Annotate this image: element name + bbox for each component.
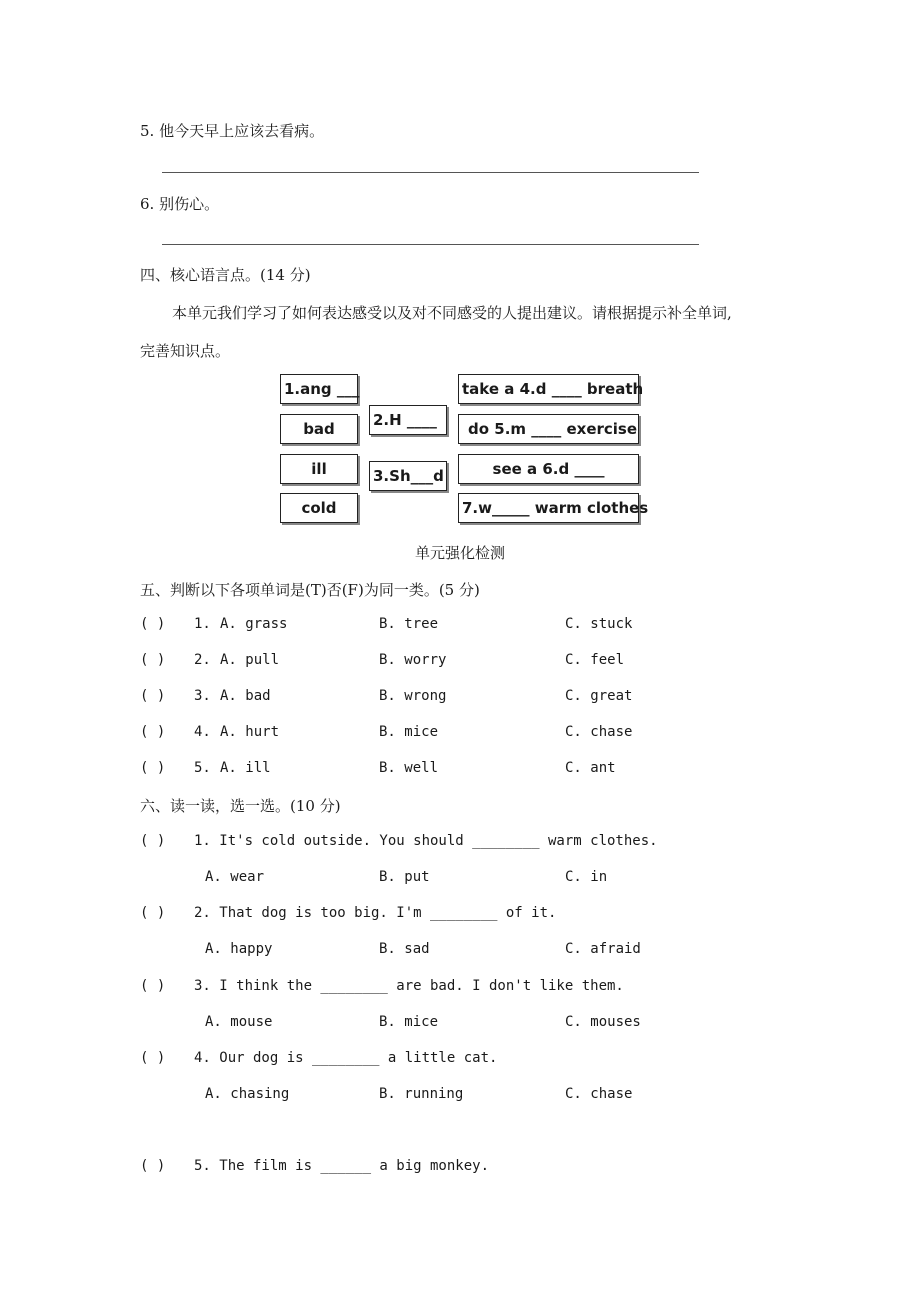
question-stem: 4. Our dog is ________ a little cat.	[194, 1050, 498, 1066]
option-b: B. wrong	[379, 688, 447, 704]
question-stem: 3. I think the ________ are bad. I don't like them.	[194, 978, 624, 994]
answer-paren[interactable]: ( )	[140, 760, 166, 776]
option-c: C. stuck	[565, 616, 633, 632]
section-4-intro: 本单元我们学习了如何表达感受以及对不同感受的人提出建议。请根据提示补全单词,	[172, 304, 732, 322]
option-a: A. wear	[205, 869, 265, 885]
option-c: C. afraid	[565, 941, 641, 957]
box-should: 3.Sh___d	[369, 461, 447, 491]
translation-question-6: 6. 别伤心。	[140, 195, 220, 213]
option-c: C. chase	[565, 724, 633, 740]
box-ill: ill	[280, 454, 358, 484]
answer-paren[interactable]: ( )	[140, 724, 166, 740]
question-stem: 5. The film is ______ a big monkey.	[194, 1158, 490, 1174]
box-see-doctor: see a 6.d ____	[458, 454, 639, 484]
option-b: B. put	[379, 869, 430, 885]
option-b: B. mice	[379, 1014, 439, 1030]
box-cold: cold	[280, 493, 358, 523]
answer-paren[interactable]: ( )	[140, 905, 166, 921]
box-more-exercise: do 5.m ____ exercise	[458, 414, 639, 444]
section-5-title: 五、判断以下各项单词是(T)否(F)为同一类。(5 分)	[140, 581, 480, 599]
question-stem: 1. It's cold outside. You should ________ warm clothes.	[194, 833, 658, 849]
section-4-intro-cont: 完善知识点。	[140, 342, 231, 360]
option-c: C. feel	[565, 652, 625, 668]
answer-paren[interactable]: ( )	[140, 616, 166, 632]
option-c: C. mouses	[565, 1014, 641, 1030]
section-6-title: 六、读一读，选一选。(10 分)	[140, 797, 341, 815]
option-a: A. pull	[220, 652, 280, 668]
answer-paren[interactable]: ( )	[140, 652, 166, 668]
box-deep-breath: take a 4.d ____ breath	[458, 374, 639, 404]
question-number: 2.	[194, 652, 211, 668]
question-stem: 2. That dog is too big. I'm ________ of it.	[194, 905, 557, 921]
option-b: B. well	[379, 760, 439, 776]
answer-paren[interactable]: ( )	[140, 1158, 166, 1174]
box-wear-clothes: 7.w_____ warm clothes	[458, 493, 639, 523]
option-a: A. hurt	[220, 724, 280, 740]
option-a: A. happy	[205, 941, 273, 957]
option-a: A. grass	[220, 616, 288, 632]
question-number: 5.	[194, 760, 211, 776]
question-number: 1.	[194, 616, 211, 632]
option-a: A. bad	[220, 688, 271, 704]
question-number: 4.	[194, 724, 211, 740]
option-b: B. worry	[379, 652, 447, 668]
option-a: A. chasing	[205, 1086, 290, 1102]
answer-line[interactable]	[162, 244, 699, 245]
option-a: A. ill	[220, 760, 271, 776]
translation-question-5: 5. 他今天早上应该去看病。	[140, 122, 325, 140]
box-angry: 1.ang ___	[280, 374, 358, 404]
box-bad: bad	[280, 414, 358, 444]
answer-paren[interactable]: ( )	[140, 688, 166, 704]
option-b: B. tree	[379, 616, 439, 632]
section-4-title: 四、核心语言点。(14 分)	[140, 266, 311, 284]
option-c: C. in	[565, 869, 608, 885]
answer-paren[interactable]: ( )	[140, 978, 166, 994]
option-a: A. mouse	[205, 1014, 273, 1030]
page-subtitle: 单元强化检测	[414, 544, 505, 562]
option-c: C. great	[565, 688, 633, 704]
option-c: C. chase	[565, 1086, 633, 1102]
answer-paren[interactable]: ( )	[140, 833, 166, 849]
answer-line[interactable]	[162, 172, 699, 173]
question-number: 3.	[194, 688, 211, 704]
option-b: B. running	[379, 1086, 464, 1102]
box-happy: 2.H ____	[369, 405, 447, 435]
option-c: C. ant	[565, 760, 616, 776]
option-b: B. mice	[379, 724, 439, 740]
answer-paren[interactable]: ( )	[140, 1050, 166, 1066]
option-b: B. sad	[379, 941, 430, 957]
